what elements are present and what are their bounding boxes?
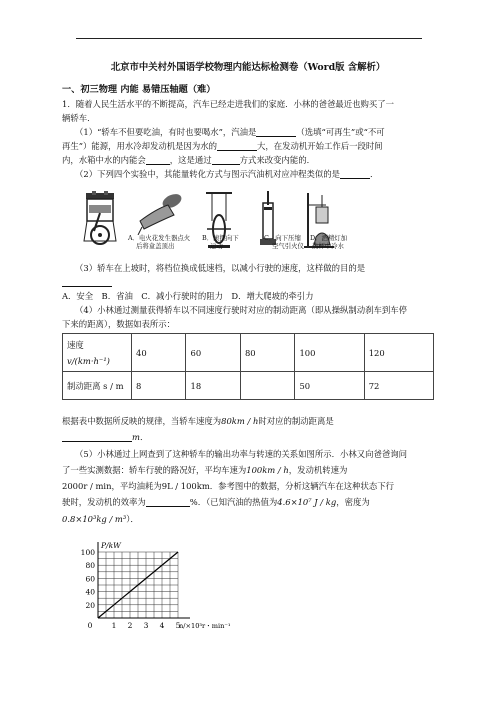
caption-d1: D．酒精灯加 [310, 234, 348, 242]
cell: 80 [240, 334, 294, 372]
q1-p1-line3 [62, 153, 434, 167]
cell: 100 [295, 334, 364, 372]
y-tick-label: 60 [85, 574, 95, 584]
unit: m [132, 432, 140, 442]
caption-c1: C．向下压缩 [264, 234, 301, 242]
blank-2[interactable] [217, 140, 257, 151]
text: 驶时，发动机的效率为 [62, 497, 146, 507]
page-title: 北京市中关村外国语学校物理内能达标检测卷（Word版 含解析） [110, 62, 386, 73]
header-rule [76, 38, 422, 39]
text: ，密度为 [336, 497, 370, 507]
blank-1[interactable] [256, 126, 296, 137]
q1-p2 [75, 167, 447, 181]
cell: 18 [186, 372, 240, 400]
text: 方式来改变内能的． [239, 155, 315, 165]
fuel-value: 9L / 100km [161, 481, 210, 491]
table-row [63, 334, 434, 372]
x-tick-label: 1 [111, 621, 117, 630]
header-distance: 制动距离 s / m [63, 372, 132, 400]
q1-p3-answer [62, 275, 434, 289]
caption-a2: 后将盒盖顶出 [136, 242, 175, 250]
cell: 50 [295, 372, 364, 400]
blank-7[interactable] [62, 431, 132, 442]
speed-value: 80km / h [221, 416, 259, 426]
caption-b1: B．滚摆向下 [202, 234, 239, 242]
blank-5[interactable] [340, 168, 370, 179]
power-speed-chart [62, 534, 232, 634]
cell: 40 [132, 334, 186, 372]
x-tick-label: 4 [159, 621, 165, 630]
engine-stroke-figure [78, 191, 122, 249]
cell: 72 [364, 372, 433, 400]
y-axis-label: P/kW [101, 541, 121, 550]
q1-line1: 1．随着人民生活水平的不断提高，汽车已经走进我们的家庭．小林的爸爸最近也购买了一 [62, 99, 394, 109]
caption-a1: A．电火花发生器点火 [128, 234, 191, 242]
cell [240, 372, 294, 400]
cell: 120 [364, 334, 433, 372]
text: ． [369, 169, 379, 179]
text: 内，水箱中水的内能会 [62, 155, 146, 165]
y-tick-label: 100 [80, 548, 95, 557]
q1-line2: 辆轿车． [62, 113, 96, 123]
header-speed [63, 334, 132, 372]
y-tick-label: 40 [85, 587, 95, 597]
q1-p4-answer: m． [62, 430, 434, 444]
text: 了一些实测数据：轿车行驶的路况好，平均车速为 [62, 465, 247, 475]
heat-value: 4.6×10⁷ J / kg [277, 497, 337, 507]
q1-p4-question [62, 414, 434, 428]
caption-d2: 热杯中冷水 [312, 242, 344, 250]
caption-c2: 空气引火仪 [272, 242, 304, 250]
text: （1）“轿车不但要吃油，有时也要喝水”，汽油是 [75, 127, 257, 137]
cell: 8 [132, 372, 186, 400]
text: 再生”）能源，用水冷却发动机是因为水的 [62, 141, 218, 151]
text: ，发动机转速为 [288, 465, 348, 475]
x-tick-label: 3 [143, 621, 149, 630]
blank-6[interactable] [62, 276, 112, 287]
text: ．参考图中的数据，分析这辆汽车在这种状态下行 [209, 481, 395, 491]
q1-p5-line5 [62, 512, 434, 526]
header-speed-top: 速度 [67, 339, 84, 350]
q1-p1-line1 [75, 125, 447, 139]
braking-table [62, 333, 434, 400]
x-axis-label: n/×10³r・min⁻¹ [179, 622, 231, 630]
text: ，平均油耗为 [111, 481, 162, 491]
density-value: 0.8×10³kg / m³ [62, 514, 127, 524]
rpm-value: 2000r / min [62, 481, 112, 491]
q1-p4-line2: 下来的距离），数据如表所示： [62, 319, 176, 329]
text: （2）下列四个实验中，其能量转化方式与图示汽油机对应冲程类似的是 [75, 169, 340, 179]
text: ）． [126, 514, 139, 524]
text: %．（已知汽油的热值为 [189, 497, 278, 507]
y-tick-label: 80 [85, 561, 95, 571]
figure-row [72, 191, 442, 251]
q1-p5-line4 [62, 495, 434, 509]
text: 大，在发动机开始工作后一段时间 [257, 141, 383, 151]
header-speed-unit: v/(km·h⁻¹) [67, 355, 110, 366]
section-heading: 一、初三物理 内能 易错压轴题（难） [62, 84, 216, 95]
q1-p5-line1: （5）小林通过上网查到了这种轿车的输出功率与转速的关系如图所示．小林又向爸爸询问 [75, 449, 407, 459]
x-tick-label: 2 [127, 621, 133, 630]
blank-8[interactable] [146, 496, 190, 507]
text: 时对应的制动距离是 [258, 416, 334, 426]
q1-p1-line2 [62, 139, 434, 153]
q1-p3-options: A．安全 B．省油 C．减小行驶时的阻力 D．增大爬坡的牵引力 [62, 291, 314, 301]
text: （选填“可再生”或“不可 [296, 127, 385, 137]
q1-p5-line3 [62, 479, 434, 493]
x-tick-label: 0 [87, 621, 93, 630]
avg-speed: 100km / h [246, 465, 289, 475]
cell: 60 [186, 334, 240, 372]
y-tick-label: 20 [85, 600, 95, 610]
spark-generator-figure [136, 191, 186, 235]
q1-p5-line2 [62, 463, 434, 477]
table-row [63, 372, 434, 400]
caption-b2: 运动 [210, 242, 223, 250]
q1-p4-line1: （4）小林通过测量获得轿车以不同速度行驶时对应的制动距离（即从操纵制动刹车到车停 [75, 305, 407, 315]
text: 根据表中数据所反映的规律，当轿车速度为 [62, 416, 222, 426]
x-tick-label: 5 [175, 621, 181, 630]
q1-p3: （3）轿车在上坡时，将档位换成低速档，以减小行驶的速度，这样做的目的是 [75, 263, 366, 273]
text: ，这是通过 [169, 155, 212, 165]
blank-4[interactable] [212, 154, 240, 165]
blank-3[interactable] [146, 154, 170, 165]
